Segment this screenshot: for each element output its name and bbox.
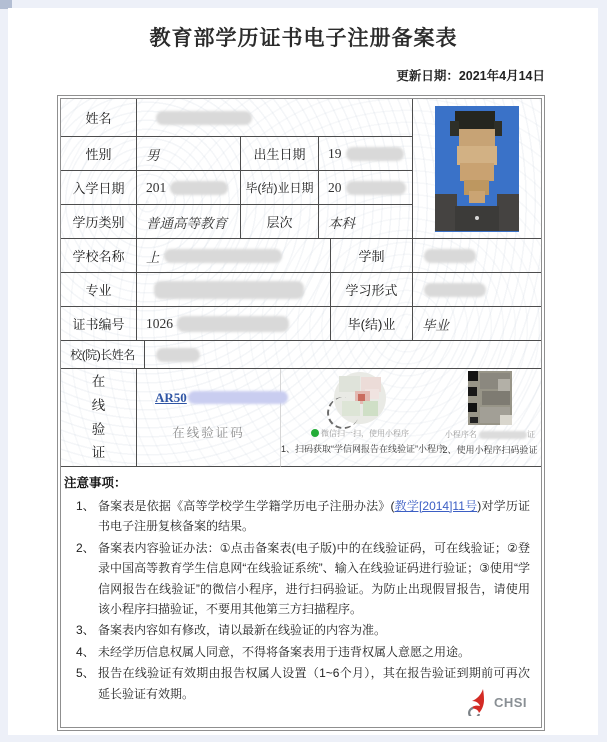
wechat-miniprogram-code (334, 372, 386, 424)
verification-code-link[interactable]: AR50 (155, 390, 187, 405)
grad-status-value: 毕业 (413, 307, 541, 341)
redaction-blob (156, 111, 252, 125)
duration-value (413, 239, 541, 273)
verification-code-caption: 在线验证码 (172, 426, 245, 440)
redaction-blob (346, 147, 404, 161)
redaction-blob (164, 249, 282, 263)
chsi-logo: CHSI (467, 689, 527, 716)
redaction-blob (479, 431, 527, 439)
note-item-3: 3、 备案表内容如有修改，请以最新在线验证的内容为准。 (76, 623, 387, 638)
gender-label: 性别 (61, 137, 137, 171)
redaction-blob (156, 348, 200, 362)
name-value (137, 99, 413, 137)
certificate-number-label: 证书编号 (61, 307, 137, 341)
redaction-blob (154, 281, 304, 299)
notes-heading: 注意事项： (64, 476, 127, 490)
guilloche-background (61, 99, 541, 467)
education-type-value: 普通高等教育 (137, 205, 241, 239)
qr1-caption: 1、扫码获取“学信网报告在线验证”小程序 (281, 444, 446, 454)
verification-code-area (137, 369, 281, 467)
wechat-scan-hint: 微信扫一扫，使用小程序 (281, 428, 439, 439)
record-form-table (57, 95, 545, 731)
redaction-blob (424, 283, 486, 297)
note-item-1: 1、 备案表是依据《高等学校学生学籍学历电子注册办法》(教学[2014]11号)对学历证书电子注册复核备案的结果。 (76, 499, 531, 534)
redaction-blob (188, 391, 288, 404)
study-form-value (413, 273, 541, 307)
qr2-caption: 2、使用小程序扫码验证 (442, 445, 538, 455)
level-label: 层次 (241, 205, 319, 239)
notes-section (64, 473, 532, 705)
qr-code-area (281, 369, 541, 467)
qr-code-column (439, 369, 541, 467)
level-value: 本科 (319, 205, 413, 239)
certificate-number-value: 1026 (137, 307, 331, 341)
duration-label: 学制 (331, 239, 413, 273)
chsi-bird-icon (467, 689, 491, 716)
study-form-label: 学习形式 (331, 273, 413, 307)
miniprogram-name-hint: 小程序名 证 (444, 430, 536, 439)
id-photo (435, 106, 519, 232)
name-label: 姓名 (61, 99, 137, 137)
redaction-blob (424, 249, 476, 263)
grad-date-label: 毕(结)业日期 (241, 171, 319, 205)
enroll-date-value: 201 (137, 171, 241, 205)
photo-cell (413, 99, 541, 239)
president-name-label: 校(院)长姓名 (61, 341, 145, 369)
online-verification-label: 在线验证 (61, 369, 137, 467)
school-name-value: 上 (137, 239, 331, 273)
miniprogram-code-column (281, 369, 446, 467)
qr-code (468, 371, 512, 425)
redaction-blob (170, 181, 228, 195)
grad-date-value: 20 (319, 171, 413, 205)
note-item-4: 4、 未经学历信息权属人同意，不得将备案表用于违背权属人意愿之用途。 (76, 644, 471, 659)
major-value (137, 273, 331, 307)
redaction-blob (177, 316, 289, 332)
note-item-2: 2、 备案表内容验证办法：①点击备案表(电子版)中的在线验证码，可在线验证；②登录中国高等教育学生信息网“在线验证系统”、输入在线验证码进行验证；③使用“学信网报告在线验证”的微信小程序，进行扫码验证。为防止出现假冒报告，请使用该小程序扫描验证，不要用其他第三方扫描程序。 (76, 540, 530, 616)
major-label: 专业 (61, 273, 137, 307)
grad-status-label: 毕(结)业 (331, 307, 413, 341)
gender-value: 男 (137, 137, 241, 171)
redaction-blob (346, 181, 406, 195)
birth-date-label: 出生日期 (241, 137, 319, 171)
president-name-value (145, 341, 541, 369)
note-item-5: 5、 报告在线验证有效期由报告权属人设置（1~6个月），其在报告验证到期前可再次延长验证有效期。 (76, 666, 530, 701)
page-title: 教育部学历证书电子注册备案表 (149, 27, 458, 50)
education-type-label: 学历类别 (61, 205, 137, 239)
birth-date-value: 19 (319, 137, 413, 171)
regulation-link[interactable]: 教学[2014]11号 (394, 499, 478, 513)
update-date: 更新日期：2021年4月14日 (396, 69, 545, 83)
enroll-date-label: 入学日期 (61, 171, 137, 205)
school-name-label: 学校名称 (61, 239, 137, 273)
wechat-icon (311, 429, 319, 437)
